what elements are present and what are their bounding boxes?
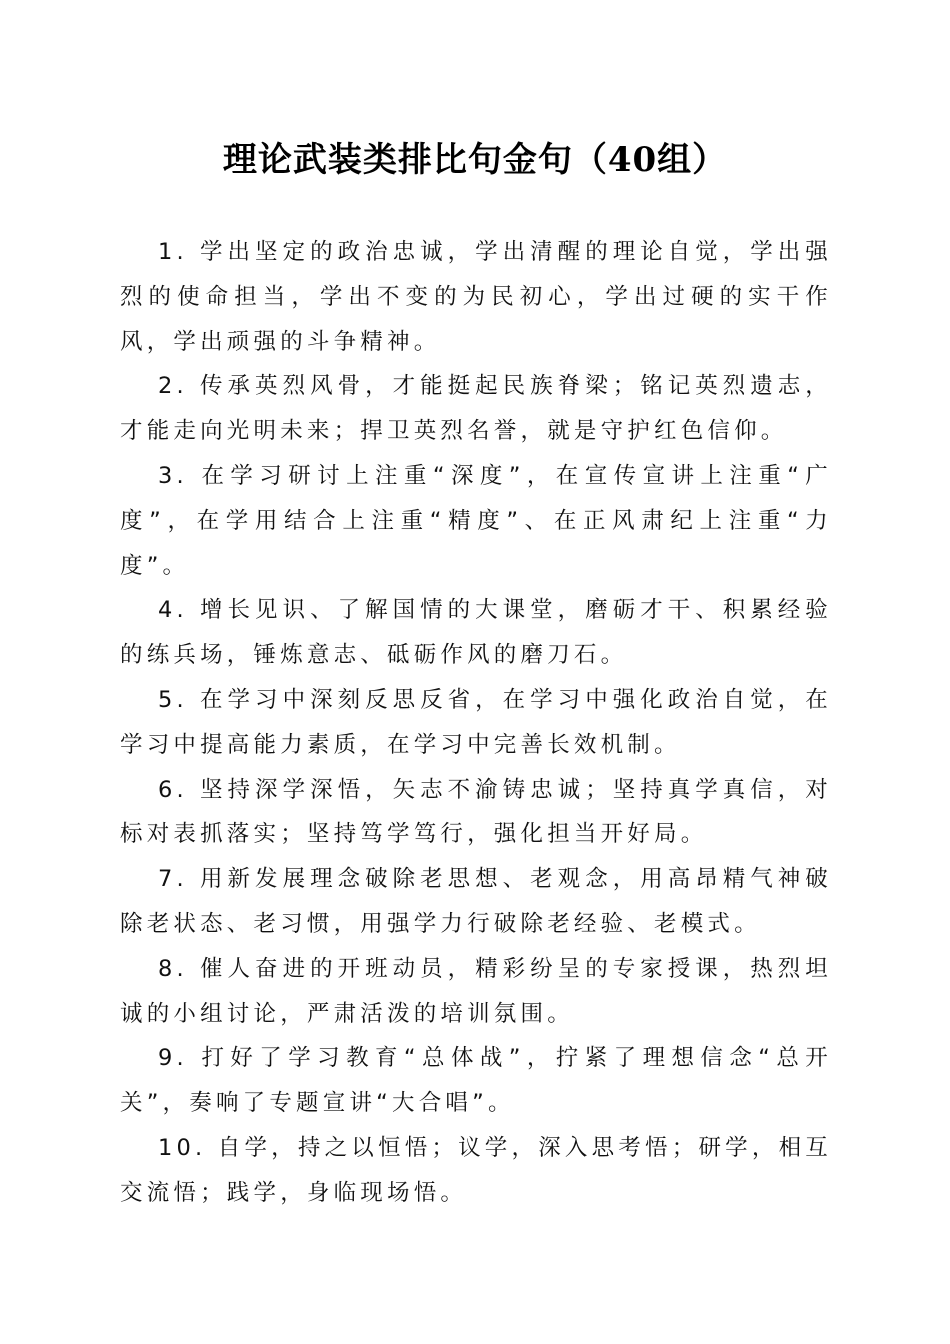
document-body bbox=[120, 230, 832, 1216]
paragraph-5: 5. 在学习中深刻反思反省，在学习中强化政治自觉，在学习中提高能力素质，在学习中完善长效机制。 bbox=[120, 686, 832, 758]
paragraph-7: 7. 用新发展理念破除老思想、老观念，用高昂精气神破除老状态、老习惯，用强学力行破除老经验、老模式。 bbox=[120, 866, 832, 937]
paragraph-6: 6. 坚持深学深悟，矢志不渝铸忠诚；坚持真学真信，对标对表抓落实；坚持笃学笃行，强化担当开好局。 bbox=[120, 776, 832, 848]
paragraph-8: 8. 催人奋进的开班动员，精彩纷呈的专家授课，热烈坦诚的小组讨论，严肃活泼的培训氛围。 bbox=[120, 955, 832, 1027]
paragraph-3: 3. 在学习研讨上注重“深度”，在宣传宣讲上注重“广度”，在学用结合上注重“精度”、在正风肃纪上注重“力度”。 bbox=[120, 462, 832, 579]
paragraph-1: 1. 学出坚定的政治忠诚，学出清醒的理论自觉，学出强烈的使命担当，学出不变的为民初心，学出过硬的实干作风，学出顽强的斗争精神。 bbox=[120, 239, 832, 355]
paragraph-4: 4. 增长见识、了解国情的大课堂，磨砺才干、积累经验的练兵场，锤炼意志、砥砺作风的磨刀石。 bbox=[120, 597, 832, 669]
paragraph-10: 10. 自学，持之以恒悟；议学，深入思考悟；研学，相互交流悟；践学，身临现场悟。 bbox=[120, 1134, 832, 1206]
paragraph-2: 2. 传承英烈风骨，才能挺起民族脊梁；铭记英烈遗志，才能走向光明未来；捍卫英烈名誉，就是守护红色信仰。 bbox=[120, 373, 832, 445]
paragraph-9: 9. 打好了学习教育“总体战”，拧紧了理想信念“总开关”，奏响了专题宣讲“大合唱”。 bbox=[120, 1045, 832, 1117]
document-title: 理论武装类排比句金句（40组） bbox=[222, 140, 728, 180]
